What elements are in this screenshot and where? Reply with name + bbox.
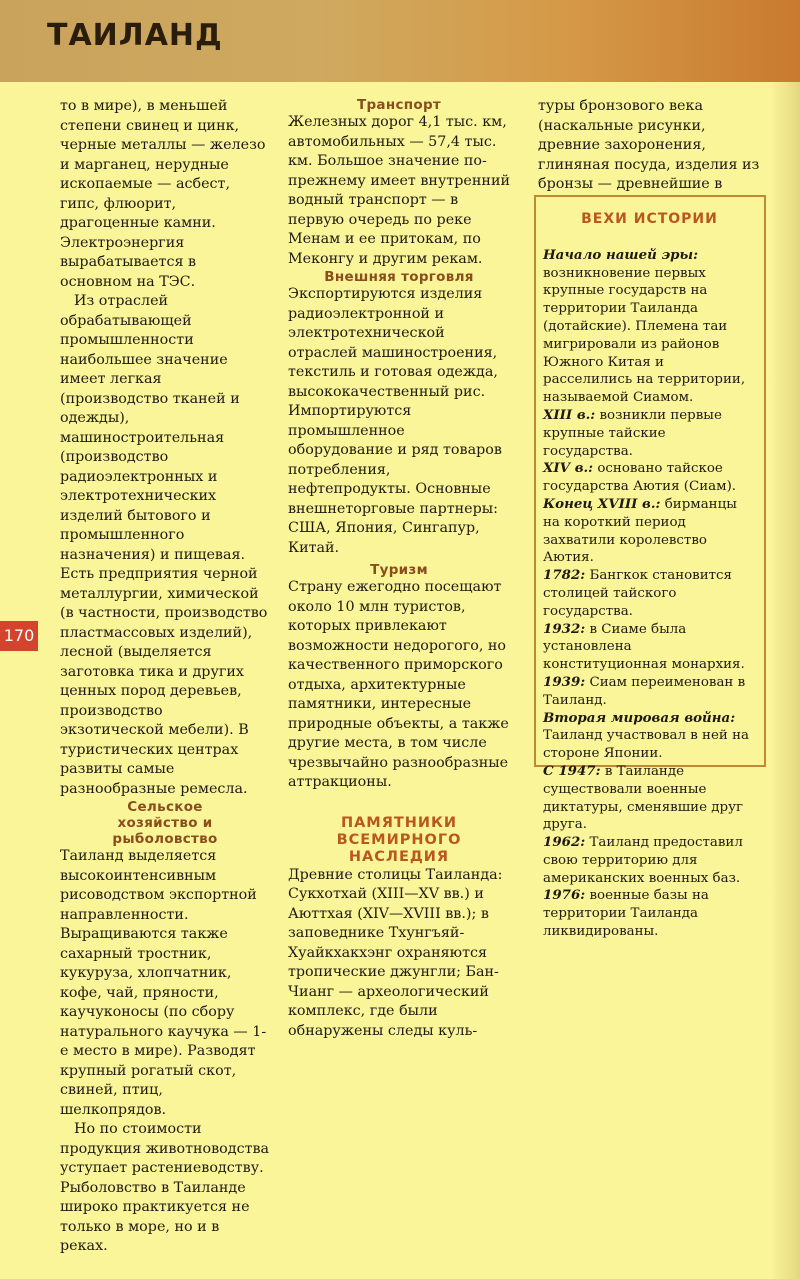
history-text: военные базы на территории Таиланда ликвидированы. bbox=[543, 888, 709, 940]
history-text: в Таиланде существовали военные диктатуры, сменявшие друг друга. bbox=[543, 763, 743, 833]
paragraph-trade: Экспортируются изделия радиоэлектронной и электротехнической отраслей машиностроения, текстиль и готовая одежда, высококачественный рис. Импортируются промышленное оборудование и ряд товаров потребления, нефтепродукты. Основные внешнеторговые партнеры: США, Япония, Сингапур, Китай. bbox=[288, 286, 502, 556]
paragraph-heritage-continued: туры бронзового века (наскальные рисунки, древние захоронения, глиняная посуда, изделия из бронзы — древнейшие в bbox=[538, 98, 760, 192]
heading-agriculture: Сельское хозяйство и рыболовство bbox=[112, 799, 218, 847]
history-item bbox=[543, 710, 756, 763]
history-text: Бангкок становится столицей тайского государства. bbox=[543, 568, 733, 619]
history-item bbox=[543, 460, 756, 496]
history-item bbox=[543, 621, 756, 674]
history-text: Сиам переименован в Таиланд. bbox=[543, 674, 746, 708]
paragraph-industry: Из отраслей обрабатывающей промышленности наибольшее значение имеет легкая (производство тканей и одежды), машиностроительная (производство радиоэлектронных и электротехнических изделий бытового и промышленного назначения) и пищевая. Есть предприятия черной металлургии, химической (в частности, производство пластмассовых изделий), лесной (выделяется заготовка тика и других ценных пород деревьев, производство экзотической мебели). В туристических центрах развиты самые разнообразные ремесла. bbox=[60, 293, 268, 797]
page-header bbox=[0, 0, 800, 82]
history-text: в Сиаме была установлена конституционная монархия. bbox=[543, 621, 745, 673]
paragraph-tourism: Страну ежегодно посещают около 10 млн туристов, которых привлекают возможности недорогого, но качественного приморского отдыха, архитектурные памятники, интересные природные объекты, а также другие места, в том числе чрезвычайно разнообразные аттракционы. bbox=[288, 579, 509, 790]
paragraph-transport: Железных дорог 4,1 тыс. км, автомобильных — 57,4 тыс. км. Большое значение по-прежнему имеет внутренний водный транспорт — в первую очередь по реке Менам и ее притокам, по Меконгу и другим рекам. bbox=[288, 114, 511, 267]
column-1 bbox=[60, 97, 270, 1257]
paragraph-agriculture: Таиланд выделяется высокоинтенсивным рисоводством экспортной направленности. Выращиваются также сахарный тростник, кукуруза, хлопчатник, кофе, чай, пряности, каучуконосы (по сбору натурального каучука — 1-е место в мире). Разводят крупный рогатый скот, свиней, птиц, шелкопрядов. bbox=[60, 848, 267, 1118]
history-text: основано тайское государства Аютия (Сиам). bbox=[543, 461, 737, 495]
history-text: Таиланд предоставил свою территорию для американских военных баз. bbox=[543, 835, 743, 886]
history-text: бирманцы на короткий период захватили королевство Аютия. bbox=[543, 496, 737, 566]
history-date: 1782: bbox=[543, 567, 586, 584]
history-item bbox=[543, 567, 756, 620]
column-2 bbox=[288, 97, 510, 1041]
paragraph-livestock: Но по стоимости продукция животноводства уступает растениеводству. Рыболовство в Таиланде широко практикуется не только в море, но и в реках. bbox=[60, 1121, 270, 1254]
history-item bbox=[543, 674, 756, 710]
history-text: возникновение первых крупные государств на территории Таиланда (дотайские). Племена таи мигрировали из районов Южного Китая и расселились на территории, называемой Сиамом. bbox=[543, 265, 746, 406]
heading-heritage: ПАМЯТНИКИ ВСЕМИРНОГО НАСЛЕДИЯ bbox=[336, 814, 462, 865]
history-date: 1939: bbox=[543, 673, 586, 690]
history-date: Конец XVIII в.: bbox=[543, 495, 661, 512]
history-text: Таиланд участвовал в ней на стороне Японии. bbox=[543, 728, 749, 762]
history-title: ВЕХИ ИСТОРИИ bbox=[581, 211, 718, 227]
paragraph-minerals: то в мире), в меньшей степени свинец и цинк, черные металлы — железо и марганец, нерудные ископаемые — асбест, гипс, флюорит, драгоценные камни. Электроэнергия вырабатывается в основном на ТЭС. bbox=[60, 98, 266, 290]
history-date: 1932: bbox=[543, 620, 586, 637]
heading-tourism: Туризм bbox=[370, 562, 428, 578]
history-item bbox=[543, 887, 756, 940]
history-item bbox=[543, 407, 756, 460]
history-date: Начало нашей эры: bbox=[543, 246, 699, 263]
page-title: ТАИЛАНД bbox=[47, 18, 223, 53]
heading-trade: Внешняя торговля bbox=[324, 269, 474, 285]
history-item bbox=[543, 247, 756, 407]
history-item bbox=[543, 834, 756, 887]
history-item bbox=[543, 763, 756, 834]
history-date: 1962: bbox=[543, 834, 586, 851]
history-date: 1976: bbox=[543, 887, 586, 904]
history-text: возникли первые крупные тайские государства. bbox=[543, 407, 722, 459]
history-date: Вторая мировая война: bbox=[543, 709, 736, 726]
paragraph-heritage: Древние столицы Таиланда: Сукхотхай (XIII—XV вв.) и Аюттхая (XIV—XVIII вв.); в заповеднике Тхунгъяй-Хуайкхакхэнг охраняются тропические джунгли; Бан-Чианг — археологический комплекс, где были обнаружены следы куль- bbox=[288, 866, 503, 1039]
page-spine-shadow bbox=[770, 82, 800, 1279]
history-date: С 1947: bbox=[543, 762, 601, 779]
history-box bbox=[534, 195, 766, 940]
page-number: 170 bbox=[0, 621, 38, 651]
history-date: XIV в.: bbox=[543, 460, 594, 477]
history-item bbox=[543, 496, 756, 567]
heading-transport: Транспорт bbox=[356, 97, 442, 113]
history-date: XIII в.: bbox=[543, 406, 596, 423]
history-list bbox=[543, 247, 756, 941]
